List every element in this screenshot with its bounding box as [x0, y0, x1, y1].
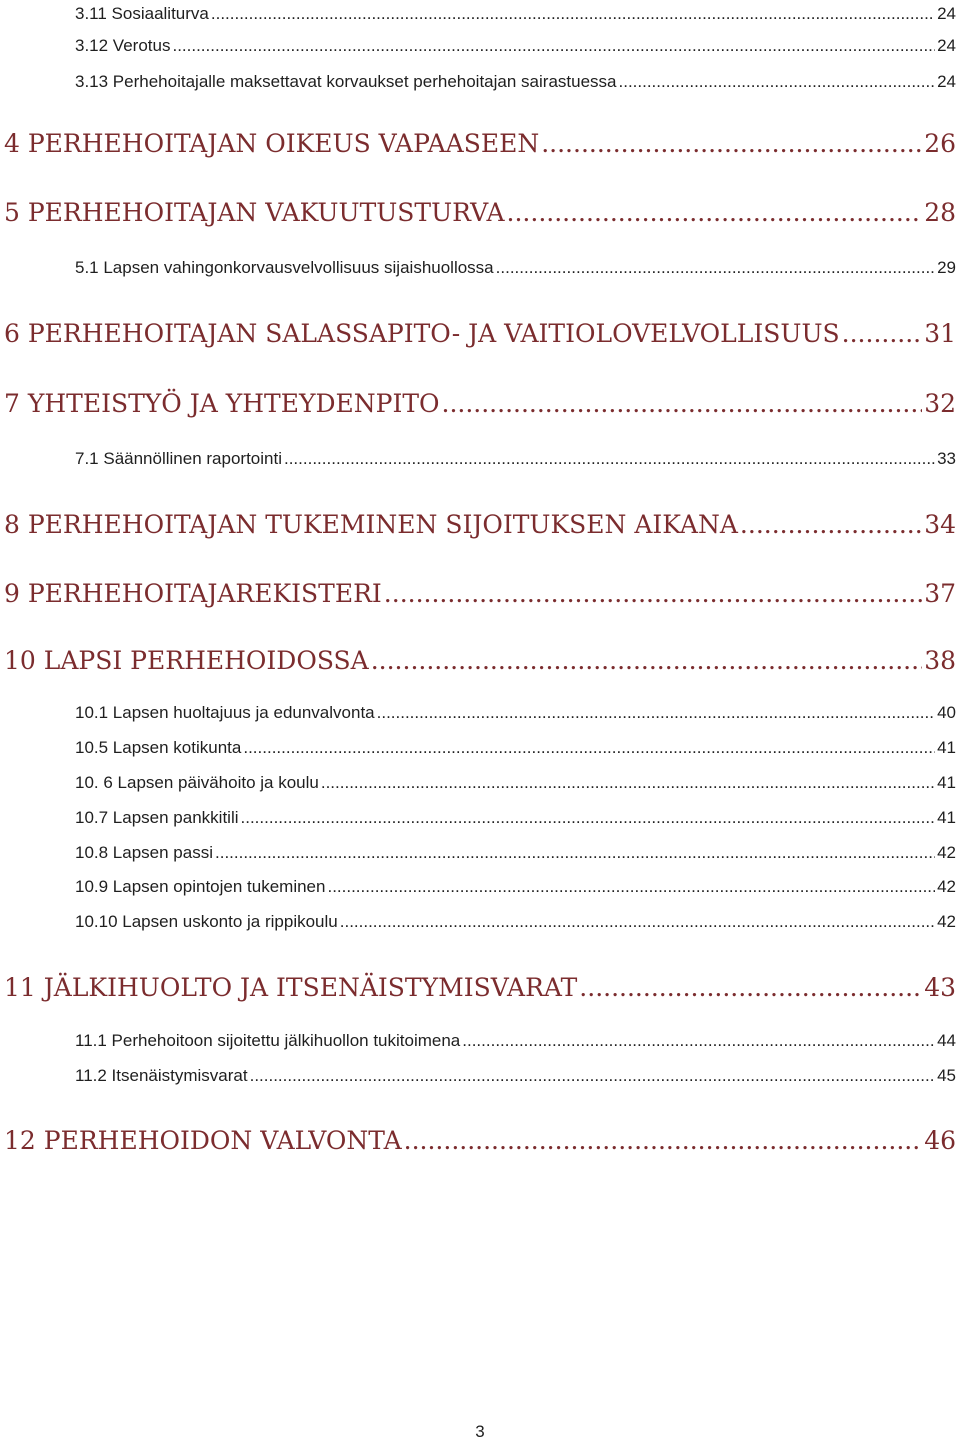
toc-dot-leader	[327, 874, 935, 900]
toc-dot-leader	[496, 255, 935, 281]
toc-entry-title: 11 JÄLKIHUOLTO JA ITSENÄISTYMISVARAT	[4, 973, 578, 1002]
toc-entry[interactable]	[75, 1, 956, 27]
toc-entry-title: 3.12 Verotus	[75, 36, 171, 55]
toc-dot-leader	[215, 840, 935, 866]
toc-dot-leader	[442, 386, 923, 422]
toc-entry-title: 3.11 Sosiaaliturva	[75, 4, 209, 23]
toc-entry-page: 24	[937, 72, 956, 91]
toc-entry-title: 10.10 Lapsen uskonto ja rippikoulu	[75, 912, 338, 931]
toc-dot-leader	[243, 735, 935, 761]
toc-dot-leader	[241, 805, 936, 831]
toc-entry[interactable]	[75, 255, 956, 281]
toc-dot-leader	[321, 770, 935, 796]
toc-entry-title: 10.5 Lapsen kotikunta	[75, 738, 242, 757]
toc-entry-title: 10. 6 Lapsen päivähoito ja koulu	[75, 773, 319, 792]
toc-dot-leader	[172, 33, 935, 59]
toc-entry-page: 40	[937, 703, 956, 722]
toc-dot-leader	[284, 446, 935, 472]
toc-entry[interactable]	[4, 576, 956, 612]
toc-entry-title: 10.9 Lapsen opintojen tukeminen	[75, 877, 326, 896]
toc-entry-title: 10 LAPSI PERHEHOIDOSSA	[4, 646, 369, 675]
toc-dot-leader	[340, 909, 935, 935]
toc-entry-page: 24	[937, 4, 956, 23]
toc-entry-page: 32	[924, 389, 956, 418]
toc-entry[interactable]	[4, 507, 956, 543]
toc-entry-page: 29	[937, 258, 956, 277]
toc-entry-page: 34	[924, 510, 956, 539]
toc-entry[interactable]	[75, 69, 956, 95]
toc-entry-title: 11.1 Perhehoitoon sijoitettu jälkihuollon tukitoimena	[75, 1031, 461, 1050]
toc-entry[interactable]	[75, 770, 956, 796]
toc-entry-page: 44	[937, 1031, 956, 1050]
toc-dot-leader	[842, 316, 923, 352]
toc-entry-page: 41	[937, 738, 956, 757]
toc-entry[interactable]	[75, 874, 956, 900]
toc-entry-page: 26	[924, 129, 956, 158]
toc-dot-leader	[404, 1123, 923, 1159]
toc-entry-page: 46	[924, 1126, 956, 1155]
toc-entry-title: 10.7 Lapsen pankkitili	[75, 808, 239, 827]
toc-entry-page: 43	[924, 973, 956, 1002]
toc-entry-title: 7.1 Säännöllinen raportointi	[75, 449, 282, 468]
toc-dot-leader	[619, 69, 936, 95]
toc-entry[interactable]	[75, 700, 956, 726]
toc-dot-leader	[250, 1063, 935, 1089]
toc-entry-page: 37	[924, 579, 956, 608]
toc-entry-page: 24	[937, 36, 956, 55]
toc-entry[interactable]	[75, 909, 956, 935]
toc-entry-page: 41	[937, 773, 956, 792]
toc-entry-title: 11.2 Itsenäistymisvarat	[75, 1066, 248, 1085]
toc-dot-leader	[211, 1, 935, 27]
toc-entry[interactable]	[4, 386, 956, 422]
toc-entry-title: 9 PERHEHOITAJAREKISTERI	[4, 579, 382, 608]
toc-dot-leader	[740, 507, 922, 543]
toc-entry-page: 42	[937, 843, 956, 862]
page-number: 3	[475, 1422, 485, 1441]
toc-entry-title: 7 YHTEISTYÖ JA YHTEYDENPITO	[4, 389, 440, 418]
toc-dot-leader	[507, 195, 923, 231]
toc-entry-title: 8 PERHEHOITAJAN TUKEMINEN SIJOITUKSEN AIKANA	[4, 510, 738, 539]
toc-entry-title: 12 PERHEHOIDON VALVONTA	[4, 1126, 402, 1155]
toc-entry[interactable]	[75, 1028, 956, 1054]
toc-entry[interactable]	[75, 33, 956, 59]
toc-entry[interactable]	[4, 195, 956, 231]
toc-dot-leader	[541, 126, 922, 162]
toc-entry-title: 5 PERHEHOITAJAN VAKUUTUSTURVA	[4, 198, 505, 227]
toc-entry[interactable]	[4, 643, 956, 679]
toc-entry-title: 5.1 Lapsen vahingonkorvausvelvollisuus sijaishuollossa	[75, 258, 494, 277]
toc-entry-title: 10.8 Lapsen passi	[75, 843, 213, 862]
toc-entry[interactable]	[75, 735, 956, 761]
toc-entry-page: 38	[924, 646, 956, 675]
toc-entry[interactable]	[4, 126, 956, 162]
toc-dot-leader	[579, 970, 922, 1006]
toc-entry-page: 28	[924, 198, 956, 227]
toc-entry-page: 45	[937, 1066, 956, 1085]
toc-entry[interactable]	[75, 805, 956, 831]
toc-dot-leader	[377, 700, 935, 726]
toc-entry[interactable]	[4, 970, 956, 1006]
toc-entry-title: 3.13 Perhehoitajalle maksettavat korvaukset perhehoitajan sairastuessa	[75, 72, 617, 91]
toc-dot-leader	[462, 1028, 935, 1054]
toc-entry[interactable]	[4, 1123, 956, 1159]
toc-entry-page: 42	[937, 912, 956, 931]
toc-entry[interactable]	[4, 316, 956, 352]
toc-entry-title: 6 PERHEHOITAJAN SALASSAPITO- JA VAITIOLOVELVOLLISUUS	[4, 319, 840, 348]
toc-entry[interactable]	[75, 1063, 956, 1089]
toc-entry-title: 4 PERHEHOITAJAN OIKEUS VAPAASEEN	[4, 129, 540, 158]
toc-dot-leader	[371, 643, 922, 679]
toc-entry[interactable]	[75, 840, 956, 866]
toc-entry-page: 33	[937, 449, 956, 468]
toc-entry-page: 42	[937, 877, 956, 896]
toc-dot-leader	[384, 576, 922, 612]
toc-entry-page: 41	[937, 808, 956, 827]
toc-entry[interactable]	[75, 446, 956, 472]
toc-entry-page: 31	[924, 319, 956, 348]
toc-entry-title: 10.1 Lapsen huoltajuus ja edunvalvonta	[75, 703, 375, 722]
